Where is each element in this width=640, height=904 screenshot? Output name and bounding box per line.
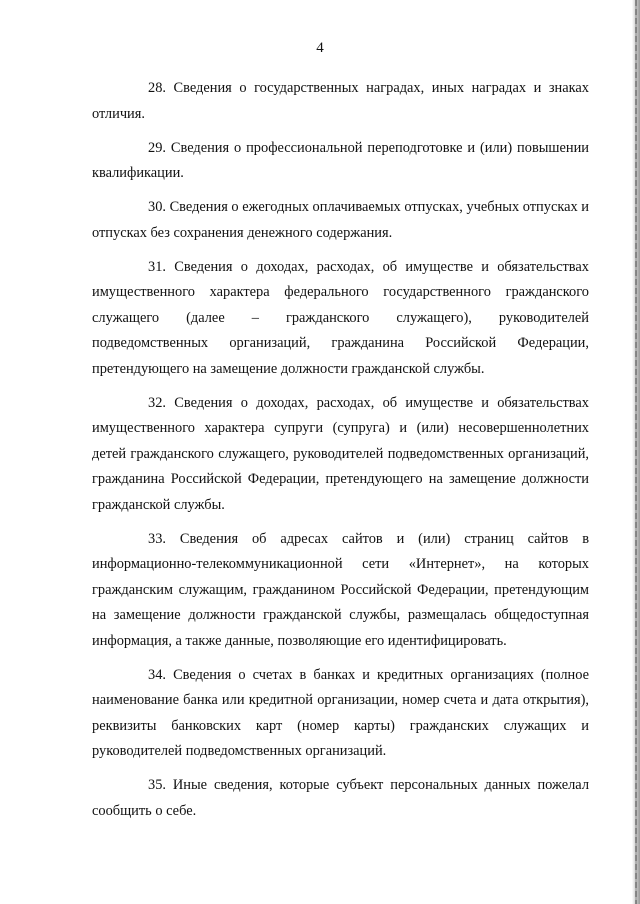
scan-edge-line bbox=[635, 0, 637, 904]
paragraph-29: 29. Сведения о профессиональной переподготовке и (или) повышении квалификации. bbox=[92, 139, 589, 181]
paragraph-33: 33. Сведения об адресах сайтов и (или) страниц сайтов в информационно-телекоммуникационной сети «Интернет», на которых гражданским служащим, гражданином Российской Федерации, претендующим на замещение должности гражданской службы, размещалась общедоступная информация, а также данные, позволяющие его идентифицировать. bbox=[92, 530, 589, 649]
paragraph-28: 28. Сведения о государственных наградах, иных наградах и знаках отличия. bbox=[92, 80, 589, 122]
paragraph-34: 34. Сведения о счетах в банках и кредитных организациях (полное наименование банка или кредитной организации, номер счета и дата открытия), реквизиты банковских карт (номер карты) гражданских служащих и руководителей подведомственных организаций. bbox=[92, 666, 589, 759]
paragraph-31: 31. Сведения о доходах, расходах, об имуществе и обязательствах имущественного характера федерального государственного гражданского служащего (далее – гражданского служащего), руководителей подведомственных организаций, гражданина Российской Федерации, претендующего на замещение должности гражданской службы. bbox=[92, 258, 589, 377]
paragraph-35: 35. Иные сведения, которые субъект персональных данных пожелал сообщить о себе. bbox=[92, 777, 589, 819]
paragraph-32: 32. Сведения о доходах, расходах, об имуществе и обязательствах имущественного характера супруги (супруга) и (или) несовершеннолетних детей гражданского служащего, руководителей подведомственных организаций, гражданина Российской Федерации, претендующего на замещение должности гражданской службы. bbox=[92, 394, 589, 513]
document-body bbox=[92, 76, 589, 833]
page-number: 4 bbox=[316, 40, 324, 56]
paragraph-30: 30. Сведения о ежегодных оплачиваемых отпусках, учебных отпусках и отпусках без сохранения денежного содержания. bbox=[92, 199, 589, 241]
